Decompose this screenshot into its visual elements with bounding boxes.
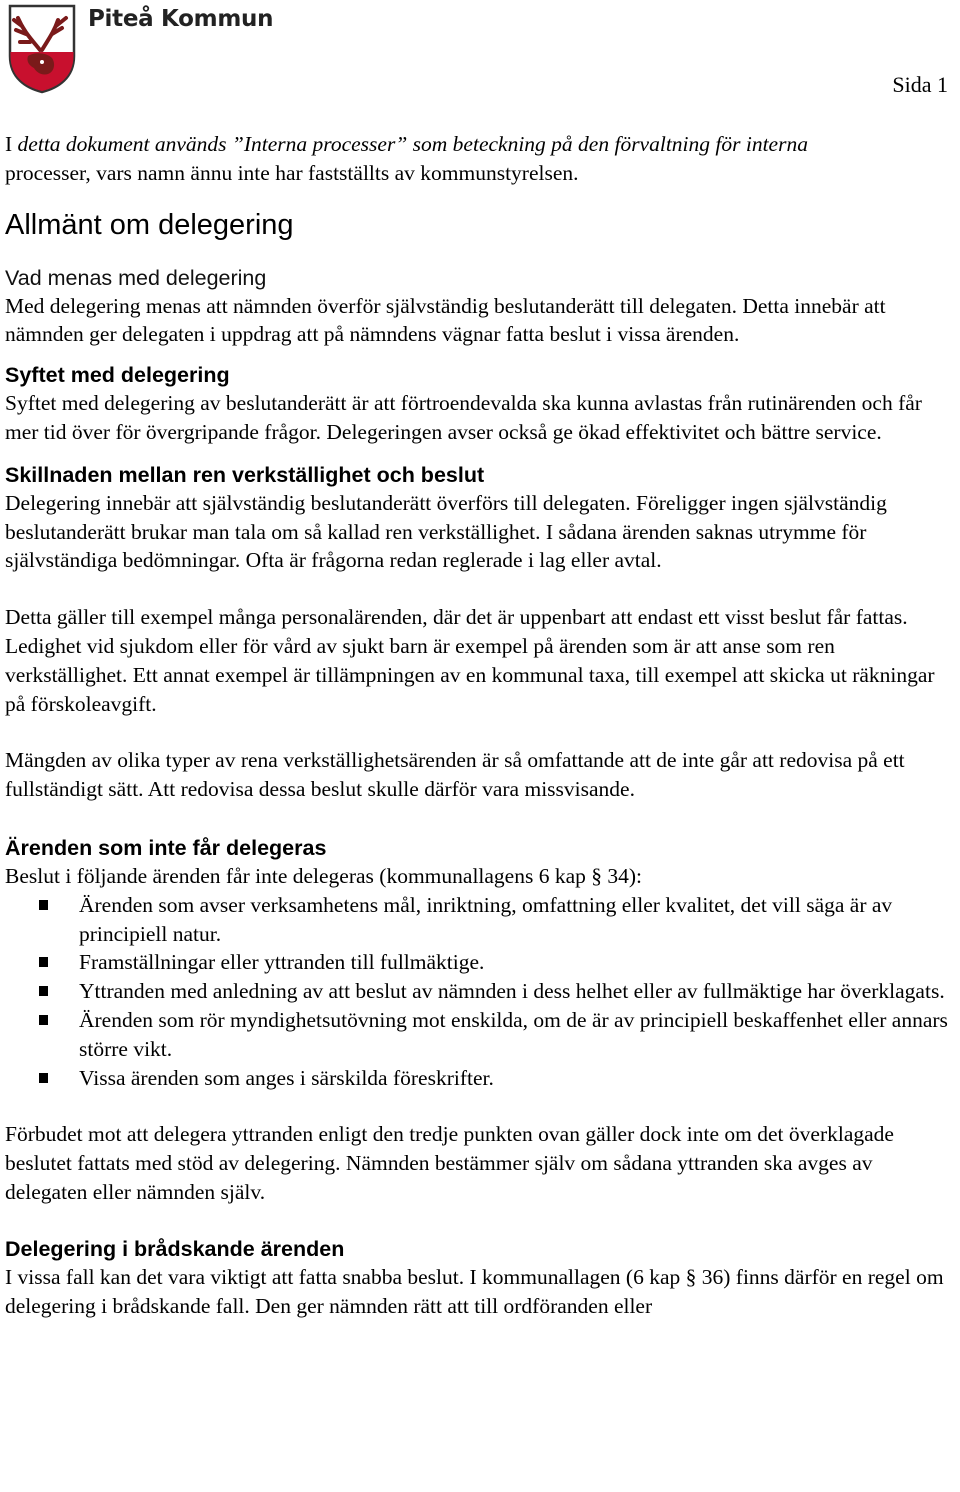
section-text-skillnaden-1: Delegering innebär att självständig beslutanderätt överförs till delegaten. Föreligger ingen självständig beslutanderätt brukar man tala om så kallad ren verkställighet. I sådana ärenden saknas utrymme för självständiga bedömningar. Ofta är frågorna redan reglerade i lag eller avtal. (5, 490, 887, 573)
section-text-arenden-after: Förbudet mot att delegera yttranden enligt den tredje punkten ovan gäller dock inte om det överklagade beslutet fattats med stöd av delegering. Nämnden bestämmer själv om sådana yttranden ska avges av delegaten eller nämnden själv. (5, 1122, 894, 1204)
section-lead-arenden: Beslut i följande ärenden får inte delegeras (kommunallagens 6 kap § 34): (5, 863, 643, 888)
list-item (5, 1064, 950, 1093)
list-item (5, 1006, 950, 1064)
intro-line-2: processer, vars namn ännu inte har fastställts av kommunstyrelsen. (5, 160, 579, 185)
section-heading-bradskande: Delegering i brådskande ärenden (5, 1236, 345, 1261)
list-item-text: Yttranden med anledning av att beslut av nämnden i dess helhet eller av fullmäktige har överklagats. (79, 979, 945, 1004)
page-header (4, 2, 960, 97)
intro-start: I (5, 132, 13, 156)
section-text-vad-menas: Med delegering menas att nämnden överför självständig beslutanderätt till delegaten. Detta innebär att nämnden ger delegaten i uppdrag att på nämndens vägnar fatta beslut i vissa ärenden. (5, 293, 886, 347)
square-bullet-icon (39, 900, 48, 910)
section-heading-vad-menas: Vad menas med delegering (5, 265, 267, 290)
intro-paragraph (5, 130, 950, 188)
list-item (5, 891, 950, 949)
list-item-text: Framställningar eller yttranden till fullmäktige. (79, 950, 485, 975)
document-body (5, 130, 950, 1320)
section-heading-syftet: Syftet med delegering (5, 363, 230, 388)
square-bullet-icon (39, 986, 48, 996)
section-text-bradskande: I vissa fall kan det vara viktigt att fatta snabba beslut. I kommunallagen (6 kap § 36) finns därför en regel om delegering i brådskande fall. Den ger nämnden rätt att till ordföranden eller (5, 1264, 944, 1318)
list-item-text: Ärenden som avser verksamhetens mål, inriktning, omfattning eller kvalitet, det vill säga är av principiell natur. (79, 892, 893, 946)
list-item-text: Vissa ärenden som anges i särskilda föreskrifter. (79, 1065, 494, 1090)
section-text-skillnaden-3: Mängden av olika typer av rena verkställighetsärenden är så omfattande att de inte går att redovisa på ett fullständigt sätt. Att redovisa dessa beslut skulle därför vara missvisande. (5, 748, 905, 802)
section-heading-arenden: Ärenden som inte får delegeras (5, 835, 327, 860)
reindeer-coat-of-arms-icon (6, 2, 78, 94)
section-heading-skillnaden: Skillnaden mellan ren verkställighet och beslut (5, 462, 485, 487)
organization-name: Piteå Kommun (88, 6, 274, 32)
section-text-skillnaden-2: Detta gäller till exempel många personalärenden, där det är uppenbart att endast ett visst beslut får fattas. Ledighet vid sjukdom eller för vård av sjukt barn är exempel på ärenden som är att anse som ren verkställighet. Ett annat exempel är tillämpningen av en kommunal taxa, till exempel att skicka ut räkningar på förskoleavgift. (5, 605, 935, 716)
prohibited-delegation-list (5, 891, 950, 1093)
square-bullet-icon (39, 957, 48, 967)
square-bullet-icon (39, 1073, 48, 1083)
square-bullet-icon (39, 1015, 48, 1025)
page-number: Sida 1 (892, 72, 948, 97)
main-heading: Allmänt om delegering (5, 208, 294, 241)
list-item (5, 977, 950, 1006)
intro-italic-text: detta dokument används ”Interna processer” som beteckning på den förvaltning för interna (12, 132, 808, 156)
section-text-syftet: Syftet med delegering av beslutanderätt är att förtroendevalda ska kunna avlastas från rutinärenden och får mer tid över för övergripande frågor. Delegeringen avser också ge ökad effektivitet och bättre service. (5, 391, 922, 444)
list-item (5, 948, 950, 977)
list-item-text: Ärenden som rör myndighetsutövning mot enskilda, om de är av principiell beskaffenhet eller annars större vikt. (79, 1007, 948, 1061)
